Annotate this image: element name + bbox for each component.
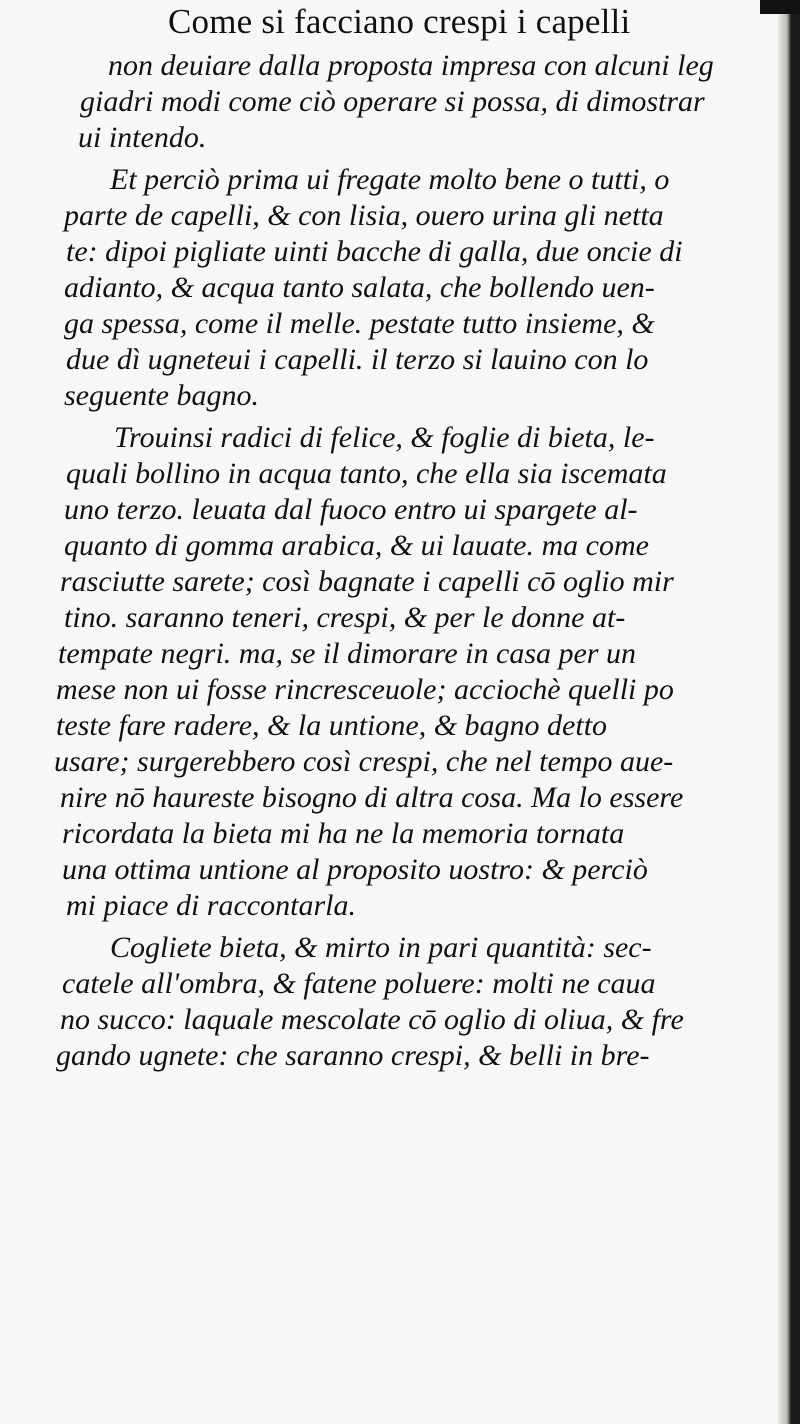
text-line: giadri modi come ciò operare si possa, di dimostrar bbox=[80, 85, 705, 118]
text-line: catele all'ombra, & fatene poluere: molti ne caua bbox=[62, 967, 656, 1000]
body-text bbox=[54, 48, 750, 1080]
text-line: parte de capelli, & con lisia, ouero urina gli netta bbox=[64, 199, 664, 232]
text-line: Et perciò prima ui fregate molto bene o tutti, o bbox=[110, 163, 670, 196]
text-line: ricordata la bieta mi ha ne la memoria tornata bbox=[62, 817, 625, 850]
text-line: no succo: laquale mescolate cō oglio di oliua, & fre bbox=[60, 1003, 684, 1036]
paragraph bbox=[70, 48, 750, 156]
text-line: due dì ugneteui i capelli. il terzo si lauino con lo bbox=[66, 343, 649, 376]
text-line: ga spessa, come il melle. pestate tutto insieme, & bbox=[64, 307, 655, 340]
paragraph bbox=[56, 930, 750, 1074]
text-line: quali bollino in acqua tanto, che ella sia iscemata bbox=[66, 457, 667, 490]
text-line: te: dipoi pigliate uinti bacche di galla, due oncie di bbox=[66, 235, 683, 268]
text-line: teste fare radere, & la untione, & bagno detto bbox=[56, 709, 608, 742]
text-line: gando ugnete: che saranno crespi, & belli in bre- bbox=[56, 1039, 650, 1072]
text-line: una ottima untione al proposito uostro: & perciò bbox=[62, 853, 648, 886]
text-line: uno terzo. leuata dal fuoco entro ui spargete al- bbox=[64, 493, 638, 526]
text-line: Trouinsi radici di felice, & foglie di bieta, le- bbox=[114, 421, 655, 454]
text-line: rasciutte sarete; così bagnate i capelli cō oglio mir bbox=[60, 565, 674, 598]
text-line: nire nō haureste bisogno di altra cosa. Ma lo essere bbox=[60, 781, 684, 814]
text-line: quanto di gomma arabica, & ui lauate. ma come bbox=[64, 529, 649, 562]
running-heading: Come si facciano crespi i capelli bbox=[168, 2, 631, 41]
text-line: non deuiare dalla proposta impresa con alcuni leg bbox=[108, 49, 714, 82]
paragraph bbox=[64, 162, 750, 414]
text-line: mese non ui fosse rincresceuole; acciochè quelli po bbox=[56, 673, 674, 706]
text-line: adianto, & acqua tanto salata, che bollendo uen- bbox=[64, 271, 655, 304]
text-line: Cogliete bieta, & mirto in pari quantità: sec- bbox=[110, 931, 652, 964]
paragraph bbox=[54, 420, 750, 924]
text-line: tino. saranno teneri, crespi, & per le donne at- bbox=[64, 601, 626, 634]
page-gutter-shadow bbox=[778, 0, 800, 1424]
text-line: seguente bagno. bbox=[64, 379, 259, 412]
text-line: mi piace di raccontarla. bbox=[66, 889, 356, 922]
text-line: tempate negri. ma, se il dimorare in casa per un bbox=[58, 637, 636, 670]
text-line: usare; surgerebbero così crespi, che nel tempo aue- bbox=[54, 745, 674, 778]
page-corner-shadow bbox=[760, 0, 800, 14]
text-line: ui intendo. bbox=[78, 121, 207, 154]
